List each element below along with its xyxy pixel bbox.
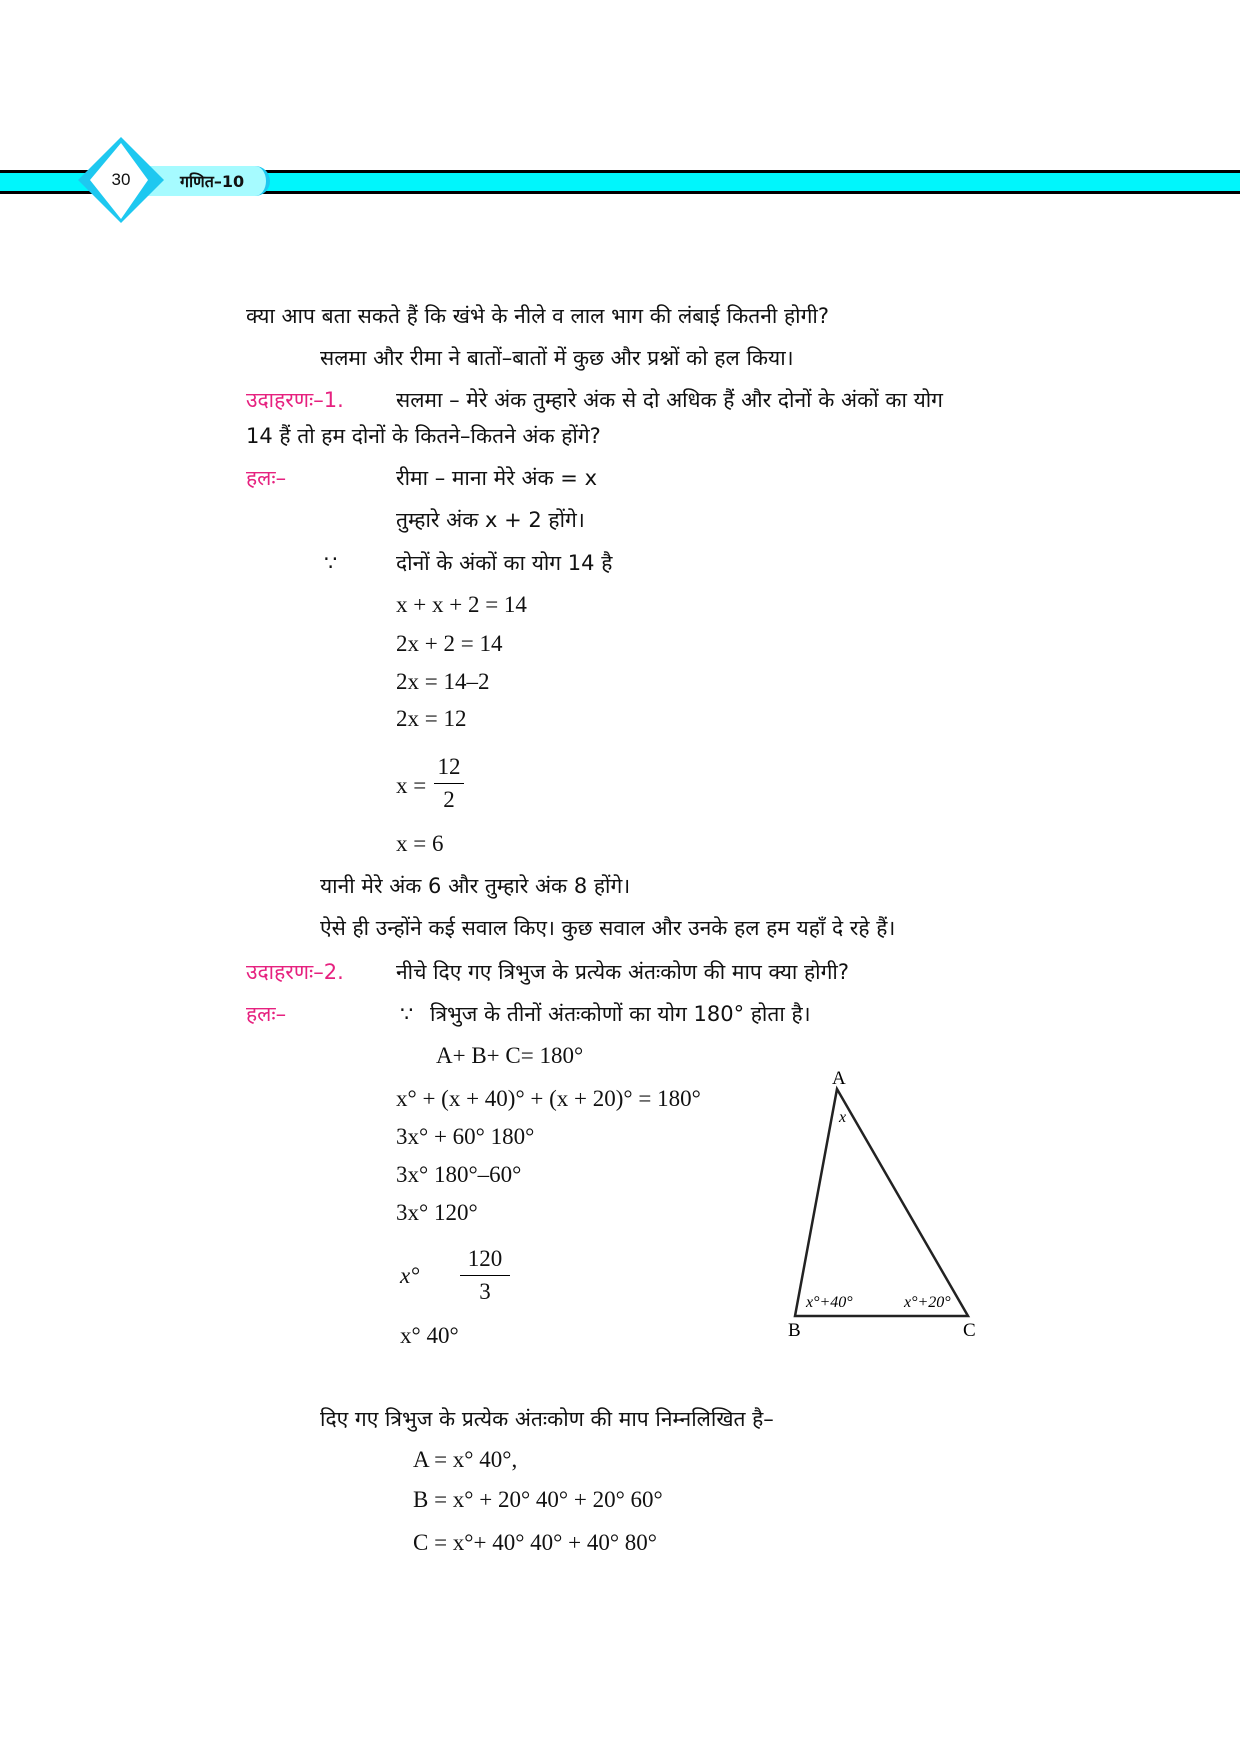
equation: 2x = 14–2 [396, 669, 490, 694]
triangle-diagram [780, 1060, 1000, 1350]
example-2-label: उदाहरणः–2. [246, 960, 344, 984]
because-symbol: ∵ [400, 1002, 414, 1026]
solution-line: ऐसे ही उन्होंने कई सवाल किए। कुछ सवाल और उनके हल हम यहाँ दे रहे हैं। [320, 916, 896, 940]
example-1-text: सलमा – मेरे अंक तुम्हारे अंक से दो अधिक हैं और दोनों के अंकों का योग [396, 388, 944, 412]
intro-question: क्या आप बता सकते हैं कि खंभे के नीले व लाल भाग की लंबाई कितनी होगी? [246, 304, 829, 328]
vertex-B-label: B [788, 1320, 801, 1341]
result-line: C = x°+ 40° 40° + 40° 80° [413, 1530, 657, 1555]
result-line: A = x° 40°, [413, 1447, 518, 1472]
angle-C-label: x°+20° [904, 1294, 951, 1311]
equation: 3x° 180°–60° [396, 1162, 522, 1187]
solution-line: त्रिभुज के तीनों अंतःकोणों का योग 180° होता है। [430, 1002, 811, 1026]
example-1-text-2: 14 हैं तो हम दोनों के कितने–कितने अंक होंगे? [246, 424, 601, 448]
equation: 3x° 120° [396, 1200, 478, 1225]
solution-line: दोनों के अंकों का योग 14 है [396, 551, 613, 575]
equation: 3x° + 60° 180° [396, 1124, 535, 1149]
numerator: 12 [437, 754, 461, 779]
solution-1-label: हलः– [246, 466, 287, 490]
denominator: 2 [443, 787, 455, 812]
book-title: गणित–10 [180, 172, 245, 191]
fraction [460, 1246, 510, 1305]
result-line: B = x° + 20° 40° + 20° 60° [413, 1487, 663, 1512]
solution-2-label: हलः– [246, 1002, 287, 1026]
example-2-text: नीचे दिए गए त्रिभुज के प्रत्येक अंतःकोण की माप क्या होगी? [396, 960, 850, 984]
solution-line: तुम्हारे अंक x + 2 होंगे। [396, 508, 585, 532]
equation: A+ B+ C= 180° [436, 1043, 584, 1068]
numerator: 120 [467, 1246, 503, 1271]
solution-line: यानी मेरे अंक 6 और तुम्हारे अंक 8 होंगे। [320, 874, 631, 898]
page-number-badge [78, 137, 164, 223]
because-symbol: ∵ [324, 551, 338, 575]
equation: 2x = 12 [396, 706, 467, 731]
vertex-C-label: C [963, 1320, 976, 1341]
equation: 2x + 2 = 14 [396, 631, 503, 656]
equation: x° + (x + 40)° + (x + 20)° = 180° [396, 1086, 701, 1111]
solution-line: रीमा – माना मेरे अंक = x [396, 466, 598, 490]
equation: x° 40° [400, 1323, 459, 1348]
result-intro: दिए गए त्रिभुज के प्रत्येक अंतःकोण की माप निम्नलिखित है– [320, 1407, 774, 1431]
example-1-label: उदाहरणः–1. [246, 388, 344, 412]
angle-A-label: x [839, 1109, 847, 1126]
vertex-A-label: A [832, 1068, 846, 1089]
equation: x = 6 [396, 831, 444, 856]
denominator: 3 [479, 1279, 491, 1304]
page-number: 30 [111, 170, 131, 189]
equation: x + x + 2 = 14 [396, 592, 527, 617]
triangle [795, 1089, 968, 1316]
intro-text: सलमा और रीमा ने बातों–बातों में कुछ और प्रश्नों को हल किया। [320, 346, 794, 370]
equation: x = [396, 773, 427, 798]
equation: x° [400, 1263, 420, 1288]
angle-B-label: x°+40° [806, 1294, 853, 1311]
fraction [434, 754, 464, 813]
